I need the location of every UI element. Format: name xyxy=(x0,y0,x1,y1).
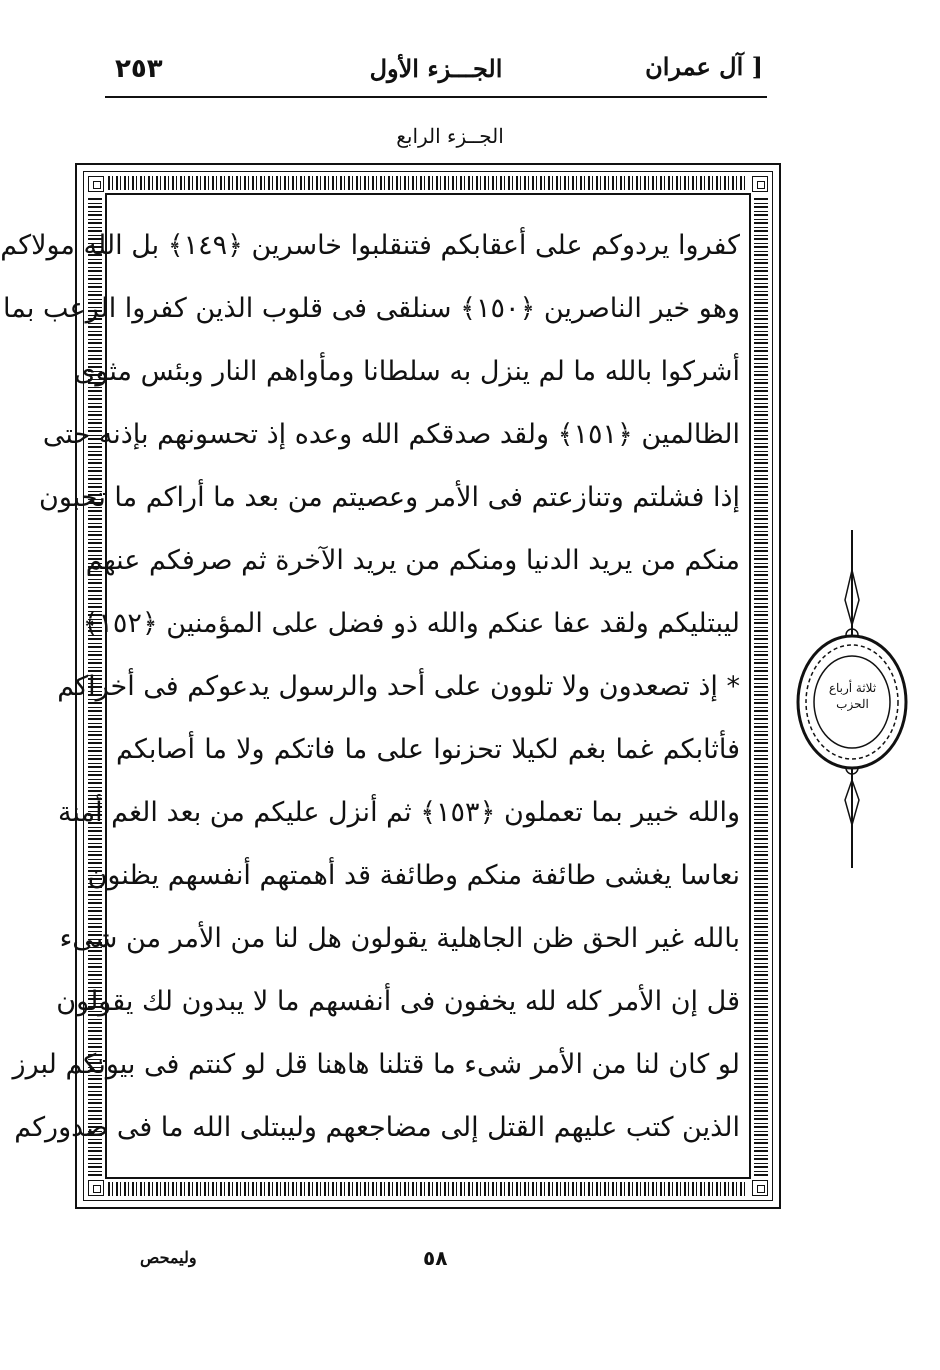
verse-line: وهو خير الناصرين ﴿١٥٠﴾ سنلقى فى قلوب الذين كفروا الرعب بما xyxy=(3,293,740,324)
verse-line: لو كان لنا من الأمر شىء ما قتلنا هاهنا قل لو كنتم فى بيوتكم لبرز xyxy=(12,1049,740,1080)
section-header: الجــزء الرابع xyxy=(396,124,504,148)
page-header xyxy=(105,40,767,98)
frame-corner-top-right xyxy=(752,176,768,192)
verse-line: الذين كتب عليهم القتل إلى مضاجعهم وليبتلى الله ما فى صدوركم xyxy=(14,1112,740,1143)
verse-line: بالله غير الحق ظن الجاهلية يقولون هل لنا من الأمر من شىء xyxy=(59,923,740,954)
verse-line: منكم من يريد الدنيا ومنكم من يريد الآخرة ثم صرفكم عنهم xyxy=(85,545,740,576)
hizb-marker-label xyxy=(795,680,910,712)
surah-title: آل عمران ] xyxy=(645,52,763,81)
hizb-marker-line2: الحزب xyxy=(836,697,869,711)
verse-line: إذا فشلتم وتنازعتم فى الأمر وعصيتم من بعد ما أراكم ما تحبون xyxy=(38,482,740,513)
frame-corner-bottom-right xyxy=(752,1180,768,1196)
verse-line: فأثابكم غما بغم لكيلا تحزنوا على ما فاتكم ولا ما أصابكم xyxy=(116,734,740,765)
hizb-marker-ornament xyxy=(795,530,910,868)
frame-band-bottom xyxy=(108,1182,748,1196)
verse-text-block xyxy=(0,217,740,1167)
juz-title: الجـــزء الأول xyxy=(369,54,503,83)
verse-line: ليبتليكم ولقد عفا عنكم والله ذو فضل على المؤمنين ﴿١٥٢﴾ xyxy=(82,608,740,639)
verse-line: * إذ تصعدون ولا تلوون على أحد والرسول يدعوكم فى أخراكم xyxy=(57,671,740,702)
header-rule xyxy=(105,96,767,98)
hizb-marker-line1: ثلاثة أرباع xyxy=(828,681,877,695)
verse-line: أشركوا بالله ما لم ينزل به سلطانا ومأواهم النار وبئس مثوى xyxy=(74,356,740,387)
verse-line: قل إن الأمر كله لله يخفون فى أنفسهم ما لا يبدون لك يقولون xyxy=(56,986,740,1017)
page-number: ٢٥٣ xyxy=(115,54,163,84)
frame-band-right xyxy=(754,196,768,1176)
verse-line: والله خبير بما تعملون ﴿١٥٣﴾ ثم أنزل عليكم من بعد الغم أمنة xyxy=(58,797,740,828)
verse-line: نعاسا يغشى طائفة منكم وطائفة قد أهمتهم أنفسهم يظنون xyxy=(87,860,740,891)
footer-number: ٥٨ xyxy=(423,1246,448,1270)
frame-band-top xyxy=(108,176,748,190)
verse-line: الظالمين ﴿١٥١﴾ ولقد صدقكم الله وعده إذ تحسونهم بإذنه حتى xyxy=(42,419,740,450)
footer-catchword: وليمحص xyxy=(140,1248,197,1267)
verse-line: كفروا يردوكم على أعقابكم فتنقلبوا خاسرين ﴿١٤٩﴾ بل الله مولاكم xyxy=(0,230,740,261)
frame-corner-top-left xyxy=(88,176,104,192)
frame-corner-bottom-left xyxy=(88,1180,104,1196)
